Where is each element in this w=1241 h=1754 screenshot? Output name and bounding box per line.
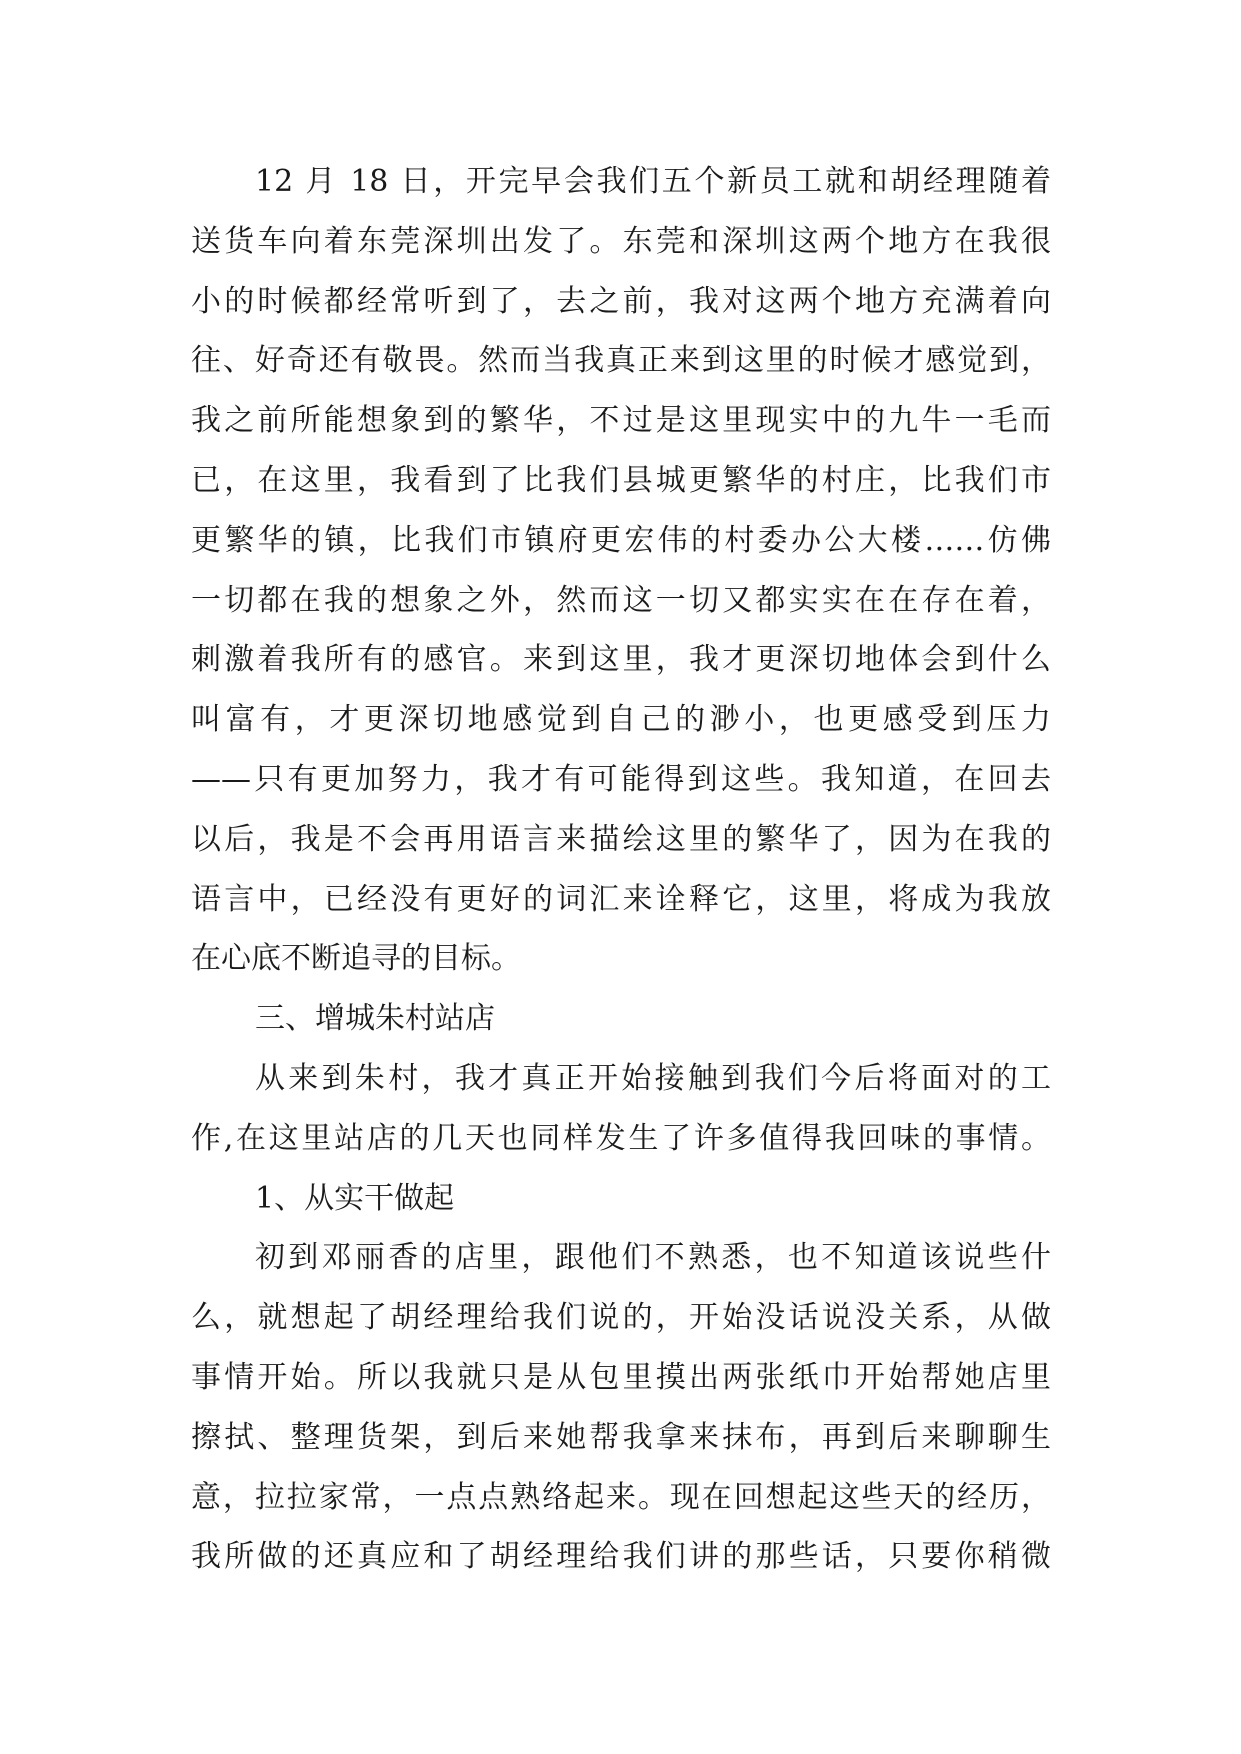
text-line: 更繁华的镇，比我们市镇府更宏伟的村委办公大楼……仿佛 [191, 522, 1051, 558]
text-line: 12 月 18 日，开完早会我们五个新员工就和胡经理随着 [255, 164, 1051, 199]
text-line: 我之前所能想象到的繁华，不过是这里现实中的九牛一毛而 [191, 403, 1051, 439]
text-line: 事情开始。所以我就只是从包里摸出两张纸巾开始帮她店里 [191, 1359, 1051, 1395]
text-line: 小的时候都经常听到了，去之前，我对这两个地方充满着向 [191, 283, 1051, 319]
text-line: 意，拉拉家常，一点点熟络起来。现在回想起这些天的经历， [191, 1479, 1051, 1515]
text-line: 刺激着我所有的感官。来到这里，我才更深切地体会到什么 [191, 642, 1051, 678]
text-line: ——只有更加努力，我才有可能得到这些。我知道，在回去 [191, 761, 1051, 797]
text-line: 往、好奇还有敬畏。然而当我真正来到这里的时候才感觉到， [191, 343, 1051, 379]
text-line: 初到邓丽香的店里，跟他们不熟悉，也不知道该说些什 [255, 1240, 1051, 1276]
text-line: 语言中，已经没有更好的词汇来诠释它，这里，将成为我放 [191, 881, 1051, 917]
text-line: 已，在这里，我看到了比我们县城更繁华的村庄，比我们市 [191, 462, 1051, 498]
text-line: 送货车向着东莞深圳出发了。东莞和深圳这两个地方在我很 [191, 223, 1051, 259]
text-line: 擦拭、整理货架，到后来她帮我拿来抹布，再到后来聊聊生 [191, 1419, 1051, 1455]
text-line: 一切都在我的想象之外，然而这一切又都实实在在存在着， [191, 582, 1051, 618]
subsection-heading: 1、从实干做起 [255, 1180, 455, 1216]
text-line: 叫富有，才更深切地感觉到自己的渺小，也更感受到压力 [191, 702, 1051, 738]
text-line: 在心底不断追寻的目标。 [191, 941, 521, 977]
section-heading: 三、增城朱村站店 [255, 1001, 495, 1037]
text-line: 么，就想起了胡经理给我们说的，开始没话说没关系，从做 [191, 1300, 1051, 1336]
text-line: 作,在这里站店的几天也同样发生了许多值得我回味的事情。 [191, 1120, 1051, 1156]
body-text [191, 152, 1051, 1587]
text-line: 我所做的还真应和了胡经理给我们讲的那些话，只要你稍微 [191, 1539, 1051, 1575]
text-line: 从来到朱村，我才真正开始接触到我们今后将面对的工 [255, 1060, 1051, 1096]
text-line: 以后，我是不会再用语言来描绘这里的繁华了，因为在我的 [191, 821, 1051, 857]
